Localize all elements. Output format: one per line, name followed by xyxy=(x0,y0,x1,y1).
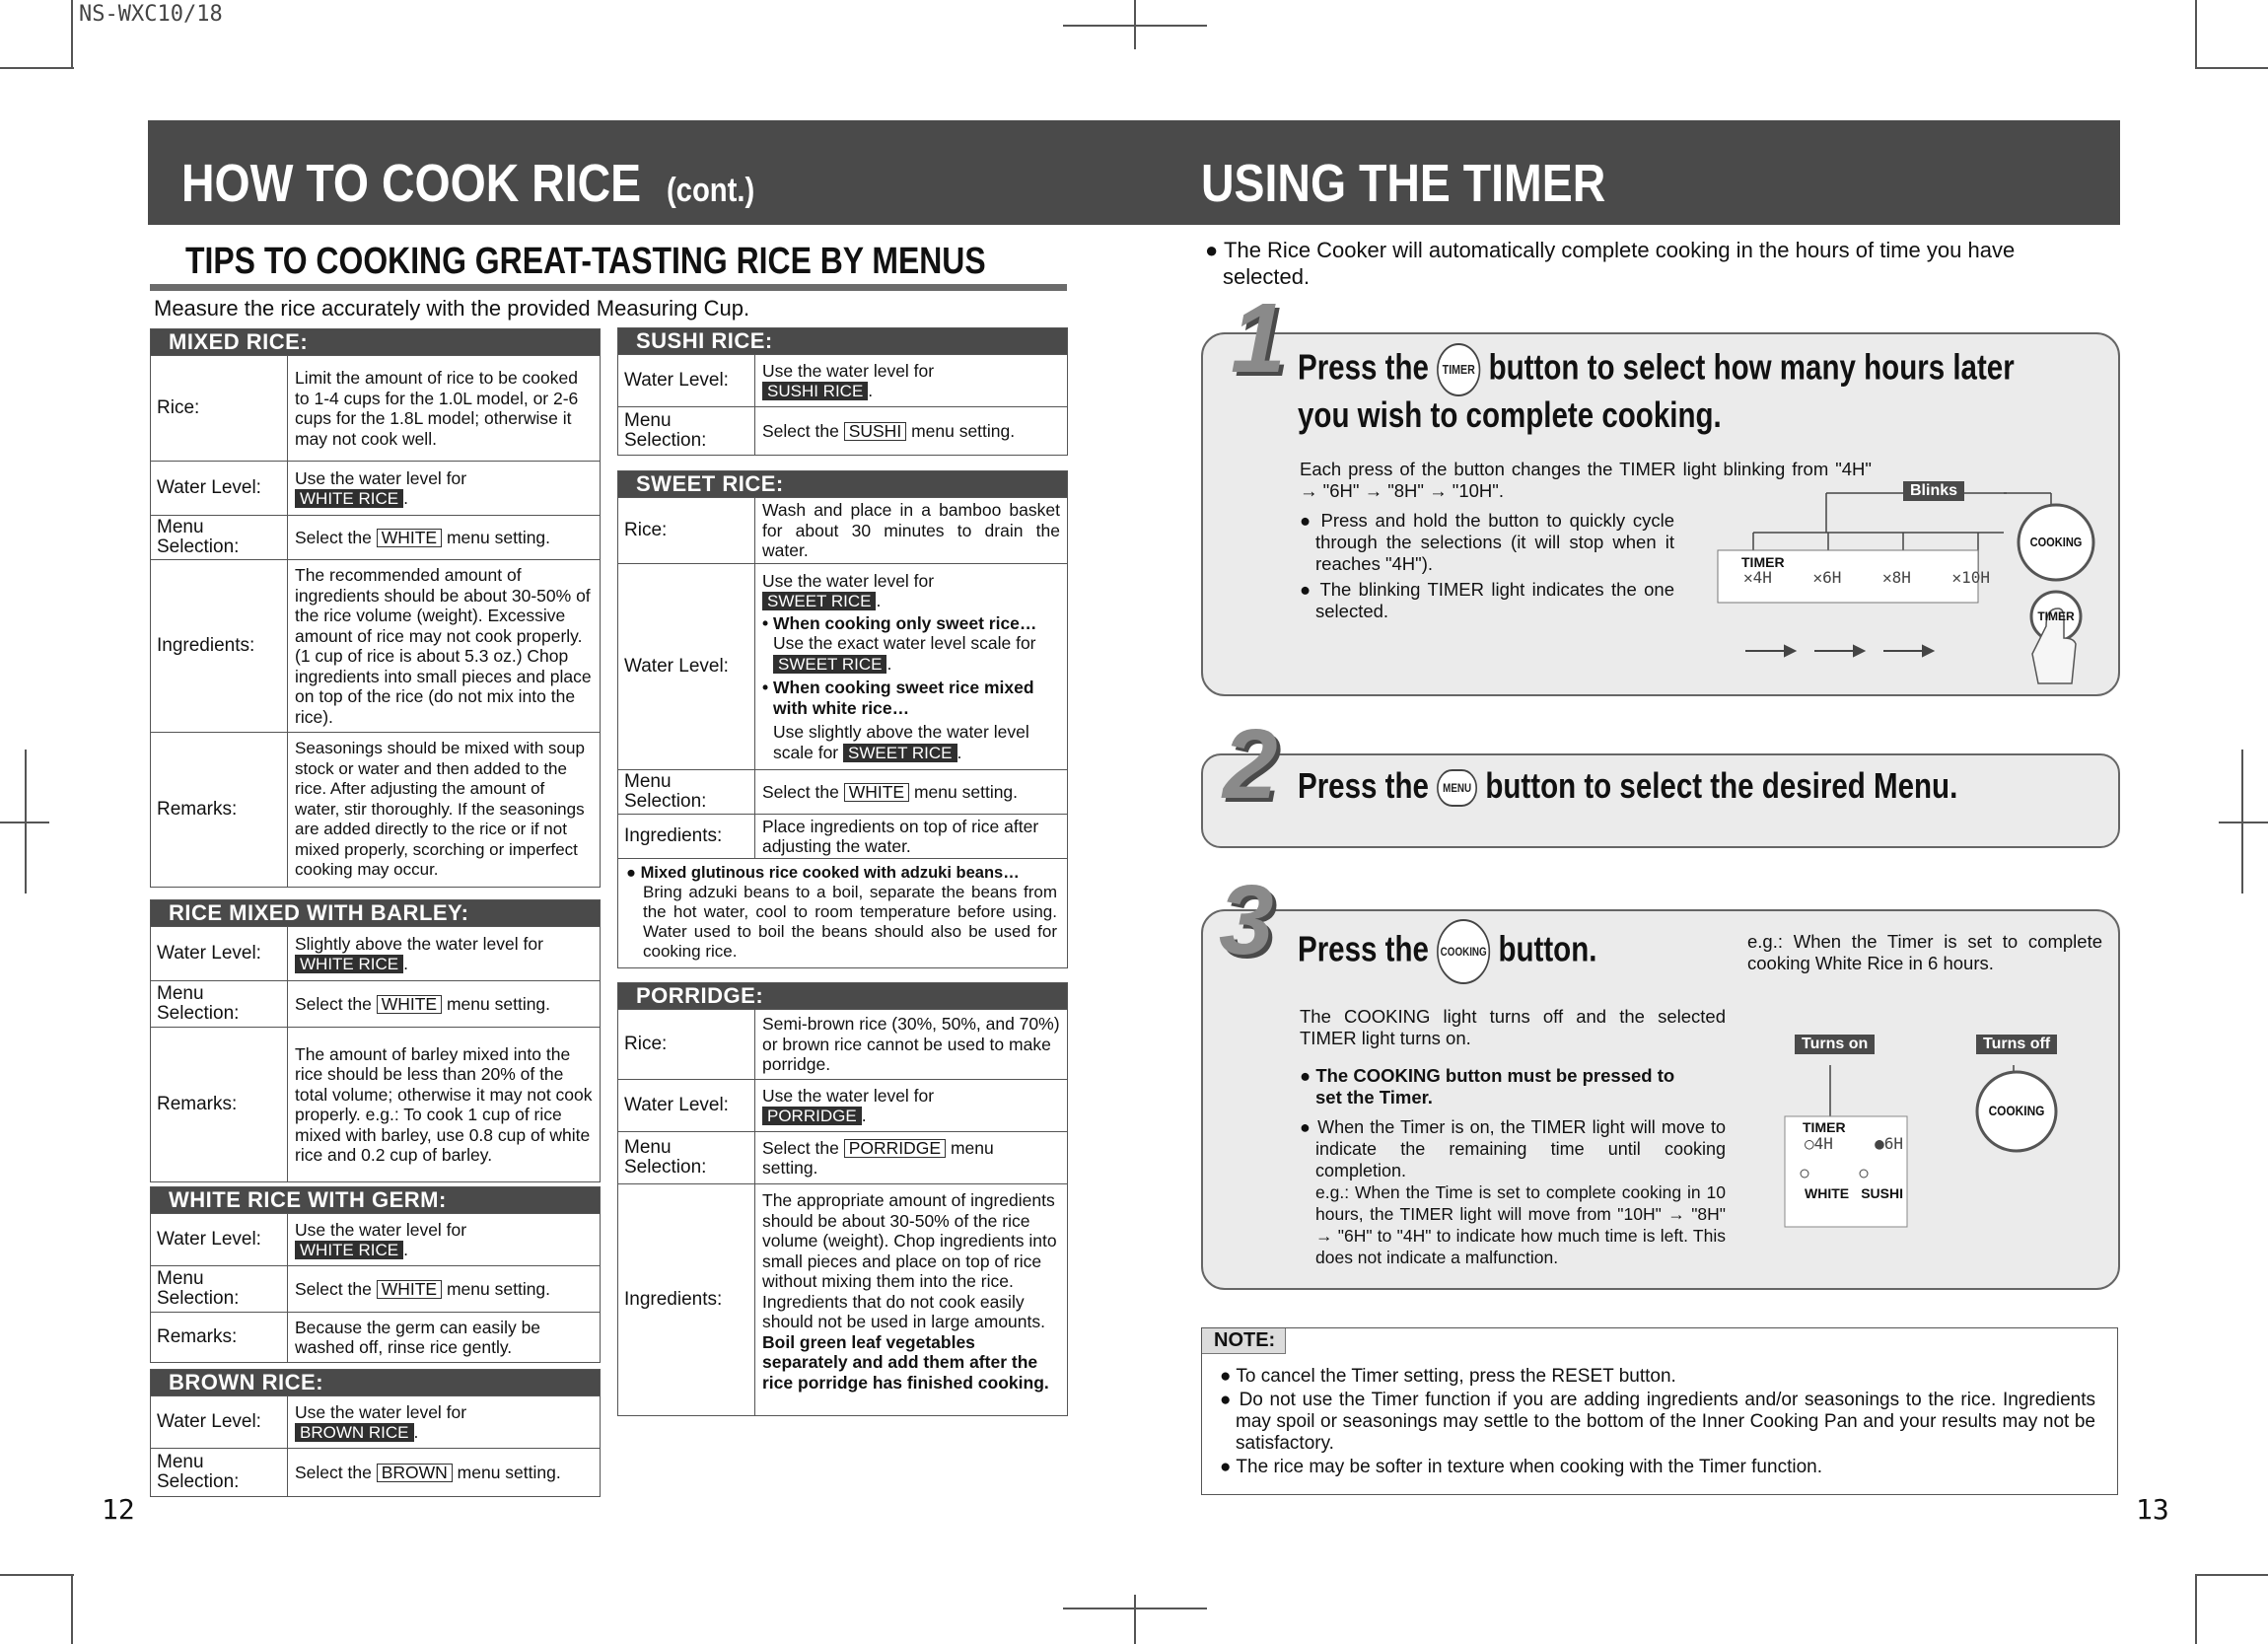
blinks-tag: Blinks xyxy=(1903,481,1964,501)
timer-led-row xyxy=(1805,1134,1903,1153)
value-text: . xyxy=(957,742,962,762)
value-text: . xyxy=(876,591,882,611)
value-text: Use the exact water level scale for xyxy=(773,633,1036,654)
led-label: 8H xyxy=(1891,568,1911,587)
tips-title: TIPS TO COOKING GREAT-TASTING RICE BY MENUS xyxy=(185,241,986,282)
row-value: Semi-brown rice (30%, 50%, and 70%) or brown rice cannot be used to make porridge. xyxy=(762,1014,1060,1075)
row-label: Remarks: xyxy=(151,733,288,887)
label-text: Selection: xyxy=(624,430,707,451)
timer-intro: ● The Rice Cooker will automatically complete cooking in the hours of time you have selected. xyxy=(1205,238,2016,289)
menu-led-sushi: SUSHI xyxy=(1861,1185,1903,1201)
row-value xyxy=(288,981,600,1027)
label-text: Selection: xyxy=(157,1471,240,1492)
value-text: menu setting. xyxy=(457,1462,561,1482)
value-text: menu setting. xyxy=(446,993,551,1014)
label-text: Selection: xyxy=(624,791,707,812)
value-text: Select the xyxy=(295,527,372,547)
row-label xyxy=(618,407,755,455)
row-label xyxy=(618,1132,755,1183)
table-row xyxy=(618,814,1067,858)
step-number: 2 xyxy=(1223,709,1278,820)
row-label: Remarks: xyxy=(151,1028,288,1181)
row-label: Water Level: xyxy=(618,564,755,769)
value-text: . xyxy=(861,1106,867,1125)
panel-timer-label: TIMER xyxy=(1741,554,1785,570)
bullet-item: ● The COOKING button must be pressed to set the Timer. xyxy=(1300,1065,1675,1108)
water-level-tag: BROWN RICE xyxy=(295,1423,414,1442)
note-label: NOTE: xyxy=(1202,1328,1286,1354)
table-row xyxy=(618,354,1067,406)
step-1-text: Each press of the button changes the TIMER light blinking from "4H" → "6H" → "8H" → "10H". xyxy=(1300,459,1872,501)
table-row xyxy=(618,1009,1067,1079)
table-header: BROWN RICE: xyxy=(151,1370,600,1395)
timer-button-label: TIMER xyxy=(2037,609,2075,623)
table-row xyxy=(618,406,1067,455)
table-row xyxy=(618,858,1067,967)
label-text: Menu xyxy=(157,1268,204,1289)
value-text: menu setting. xyxy=(913,781,1019,802)
germ-table xyxy=(150,1186,601,1363)
water-level-tag: SWEET RICE xyxy=(773,655,886,674)
led-4h: ✕4H xyxy=(1743,568,1772,587)
bullet-example: e.g.: When the Time is set to complete cooking in 10 hours, the TIMER light will move from "10H" → "8H" → "6H" to "4H" to indicate how much time is left. This does not indicate a malfunction. xyxy=(1315,1182,1726,1267)
title-text: Press the xyxy=(1298,928,1429,969)
value-text: Use the water level for xyxy=(295,1219,467,1240)
cooking-button-label: COOKING xyxy=(2029,535,2083,549)
label-text: Menu xyxy=(624,1137,672,1158)
table-row xyxy=(151,1448,600,1496)
step-number: 1 xyxy=(1231,283,1286,393)
value-text: . xyxy=(868,381,874,400)
brown-rice-table xyxy=(150,1369,601,1497)
row-value xyxy=(288,1214,600,1265)
step-3-example: e.g.: When the Timer is set to complete cooking White Rice in 6 hours. xyxy=(1747,931,2102,973)
row-value: Wash and place in a bamboo basket for about 30 minutes to drain the water. xyxy=(762,500,1060,561)
row-label: Water Level: xyxy=(151,1396,288,1448)
title-text: button. xyxy=(1498,928,1597,969)
row-label xyxy=(151,1266,288,1312)
step-1-title-line2: you wish to complete cooking. xyxy=(1298,394,1722,435)
tips-rule xyxy=(150,284,1067,291)
row-value xyxy=(755,770,1067,814)
label-text: Selection: xyxy=(624,1157,707,1178)
row-label: Water Level: xyxy=(151,1214,288,1265)
sweet-rice-table xyxy=(617,470,1068,968)
table-row xyxy=(151,1265,600,1312)
table-row xyxy=(151,515,600,559)
title-text: button to select the desired Menu. xyxy=(1485,765,1958,806)
row-label xyxy=(618,770,755,814)
led-label: 6H xyxy=(1822,568,1842,587)
value-text: Use the water level for xyxy=(762,360,935,381)
water-level-tag: PORRIDGE xyxy=(762,1107,862,1125)
row-label xyxy=(151,1449,288,1496)
value-text: . xyxy=(403,954,408,973)
water-level-tag: SUSHI RICE xyxy=(762,382,868,400)
table-row xyxy=(151,1395,600,1448)
menu-tag: WHITE xyxy=(377,529,442,547)
value-text: . xyxy=(403,1240,408,1259)
bold-text: When cooking only sweet rice… xyxy=(773,612,1037,633)
row-value xyxy=(288,462,600,515)
page-number-right: 13 xyxy=(2136,1493,2169,1526)
row-label: Water Level: xyxy=(151,462,288,515)
water-level-tag: SWEET RICE xyxy=(762,592,876,610)
row-label: Ingredients: xyxy=(618,815,755,858)
intro-text: The Rice Cooker will automatically complete cooking in the hours of time you have selected. xyxy=(1223,238,2016,289)
barley-table xyxy=(150,899,601,1182)
led-label: 4H xyxy=(1813,1134,1833,1153)
value-text: The appropriate amount of ingredients should be about 30-50% of the rice volume (weight). Chop ingredients into small pieces and place on top of rice without mixing them into the rice. Ingredients that do not cook easily should not be used in large amounts. xyxy=(762,1190,1057,1331)
value-text: . xyxy=(403,488,408,508)
menu-tag: WHITE xyxy=(377,995,442,1014)
row-value xyxy=(755,1132,1067,1183)
row-value: Because the germ can easily be washed off, rinse rice gently. xyxy=(295,1317,541,1357)
menu-tag: SUSHI xyxy=(844,422,906,441)
row-value xyxy=(288,1396,600,1448)
table-row xyxy=(151,980,600,1027)
row-label: Water Level: xyxy=(151,927,288,980)
title-text: button to select how many hours later xyxy=(1488,346,2015,388)
value-text: menu setting. xyxy=(446,1278,551,1299)
timer-led-row xyxy=(1743,568,1990,587)
bold-text: Boil green leaf vegetables separately and add them after the rice porridge has finished cooking. xyxy=(762,1331,1049,1393)
step-2-title xyxy=(1298,765,1957,807)
led-label: 10H xyxy=(1961,568,1990,587)
led-8h: ✕8H xyxy=(1881,568,1911,587)
row-value xyxy=(288,1266,600,1312)
value-text: Use the water level for xyxy=(762,570,935,591)
table-row xyxy=(151,1027,600,1181)
table-header: WHITE RICE WITH GERM: xyxy=(151,1187,600,1213)
note-heading: ● Mixed glutinous rice cooked with adzuki beans… xyxy=(626,864,1020,882)
menu-tag: PORRIDGE xyxy=(844,1139,946,1158)
led-6h: ✕6H xyxy=(1812,568,1842,587)
label-text: Selection: xyxy=(157,1003,240,1024)
row-label: Rice: xyxy=(151,356,288,461)
title-text: Press the xyxy=(1298,765,1429,806)
table-row xyxy=(618,497,1067,563)
water-level-tag: WHITE RICE xyxy=(295,1241,403,1259)
right-page-title: USING THE TIMER xyxy=(1201,154,1606,213)
note-text: Do not use the Timer function if you are adding ingredients and/or seasonings to the rice. Ingredients may spoil or seasonings may settle to the bottom of the Inner Cooking Pan and your results may not be satisfactory. xyxy=(1236,1390,2095,1454)
note-item: ● Do not use the Timer function if you are adding ingredients and/or seasonings to the rice. Ingredients may spoil or seasonings may settle to the bottom of the Inner Cooking Pan and your results may not be satisfactory. xyxy=(1220,1390,2095,1454)
row-label xyxy=(151,981,288,1027)
porridge-table xyxy=(617,982,1068,1416)
table-row xyxy=(151,355,600,461)
left-title-sub: (cont.) xyxy=(666,172,755,209)
note-text: The rice may be softer in texture when cooking with the Timer function. xyxy=(1236,1457,1822,1477)
table-row xyxy=(151,1312,600,1362)
row-label: Ingredients: xyxy=(151,560,288,732)
page-number-left: 12 xyxy=(102,1493,135,1526)
table-row xyxy=(618,1131,1067,1183)
row-value xyxy=(288,927,600,980)
label-text: Selection: xyxy=(157,1288,240,1309)
bullet-text: The blinking TIMER light indicates the one selected. xyxy=(1315,579,1674,621)
table-row xyxy=(618,769,1067,814)
step-number: 3 xyxy=(1219,865,1274,975)
value-text: . xyxy=(413,1422,419,1442)
note-item: ● To cancel the Timer setting, press the RESET button. xyxy=(1220,1366,1676,1387)
step-3-bold-bullet xyxy=(1300,1065,1726,1108)
led-label: 6H xyxy=(1883,1134,1903,1153)
row-value xyxy=(288,516,600,559)
table-row xyxy=(618,563,1067,769)
led-label: 4H xyxy=(1752,568,1772,587)
bullet-item: ● Press and hold the button to quickly cycle through the selections (it will stop when it reaches "4H"). xyxy=(1300,510,1674,574)
value-text: Slightly above the water level for xyxy=(295,933,543,954)
turns-off-tag: Turns off xyxy=(1976,1035,2057,1054)
note-box xyxy=(1201,1327,2118,1495)
value-text: Select the xyxy=(295,1462,372,1482)
bullet-item: ● The blinking TIMER light indicates the one selected. xyxy=(1300,579,1674,621)
value-text: Select the xyxy=(762,781,839,802)
row-label: Remarks: xyxy=(151,1313,288,1362)
table-header: SUSHI RICE: xyxy=(618,328,1067,354)
value-text: Select the xyxy=(295,993,372,1014)
label-text: Menu xyxy=(157,1452,204,1472)
label-text: Menu xyxy=(157,983,204,1004)
menu-led-row xyxy=(1805,1185,1903,1201)
table-row xyxy=(151,559,600,732)
note-text: Bring adzuki beans to a boil, separate the beans from the hot water, cool to room temperature before using. Water used to boil the beans should also be used for cooking rice. xyxy=(643,883,1057,961)
menu-tag: WHITE xyxy=(377,1280,442,1299)
model-code: NS-WXC10/18 xyxy=(79,2,223,27)
left-page-title xyxy=(181,153,754,214)
value-text: menu setting. xyxy=(911,420,1016,441)
water-level-tag: SWEET RICE xyxy=(843,744,957,762)
row-label: Water Level: xyxy=(618,1080,755,1131)
row-label: Ingredients: xyxy=(618,1184,755,1415)
value-text: Use the water level for xyxy=(762,1085,935,1106)
step-3-text: The COOKING light turns off and the selected TIMER light turns on. xyxy=(1300,1006,1726,1048)
step-3-title xyxy=(1298,919,1596,984)
value-text: setting. xyxy=(762,1158,818,1178)
step-3-bullet-2 xyxy=(1300,1116,1726,1268)
menu-button-icon: MENU xyxy=(1437,769,1477,807)
row-value: The amount of barley mixed into the rice should be less than 20% of the total volume; otherwise it may not cook properly. e.g.: To cook 1 cup of rice mixed with barley, use 0.8 cup of white rice and 0.2 cup of barley. xyxy=(295,1043,593,1165)
row-value: The recommended amount of ingredients should be about 30-50% of the rice volume (weight). Excessive amount of rice may not cook properly. (1 cup of rice is about 5.3 oz.) Chop ingredients into small pieces and place on top of the rice (do not mix into the rice). xyxy=(295,565,592,727)
mixed-rice-table xyxy=(150,328,601,888)
value-text: menu setting. xyxy=(446,527,551,547)
row-value xyxy=(755,1080,1067,1131)
row-value: Place ingredients on top of rice after adjusting the water. xyxy=(762,816,1039,856)
row-label xyxy=(151,516,288,559)
value-text: Use slightly above the water level scale for xyxy=(773,722,1029,762)
note-text: To cancel the Timer setting, press the RESET button. xyxy=(1236,1366,1676,1387)
cooking-button-icon: COOKING xyxy=(1437,919,1490,984)
value-text: • When cooking only sweet rice… xyxy=(762,612,1037,633)
note-list xyxy=(1202,1354,2117,1478)
table-header: SWEET RICE: xyxy=(618,471,1067,497)
row-value xyxy=(288,1449,600,1496)
row-label: Water Level: xyxy=(618,355,755,406)
led-10h: ✕10H xyxy=(1951,568,1990,587)
table-header: PORRIDGE: xyxy=(618,983,1067,1009)
panel-timer-label: TIMER xyxy=(1803,1119,1846,1135)
value-text: Use the water level for xyxy=(295,467,467,488)
row-value xyxy=(755,564,1067,769)
label-text: Menu xyxy=(157,517,204,537)
row-value xyxy=(755,355,1067,406)
menu-tag: BROWN xyxy=(377,1464,453,1482)
step-1-bullets xyxy=(1300,510,1674,622)
value-text: Select the xyxy=(762,1137,839,1158)
cooking-button-label: COOKING xyxy=(1988,1103,2045,1118)
value-text: • When cooking sweet rice mixed with white rice… xyxy=(762,678,1034,718)
note-item: ● The rice may be softer in texture when cooking with the Timer function. xyxy=(1220,1457,1822,1477)
table-row xyxy=(618,1079,1067,1131)
bullet-item: ● When the Timer is on, the TIMER light will move to indicate the remaining time until cooking completion. xyxy=(1300,1117,1726,1180)
bullet-text: The COOKING button must be pressed to set the Timer. xyxy=(1315,1065,1675,1108)
label-text: Menu xyxy=(624,410,672,431)
row-value: Limit the amount of rice to be cooked to 1-4 cups for the 1.0L model, or 2-6 cups for the 1.8L model; otherwise it may not cook well. xyxy=(295,368,579,449)
row-value xyxy=(755,1184,1067,1415)
value-text: . xyxy=(886,653,892,674)
row-label: Rice: xyxy=(618,1010,755,1079)
table-header: RICE MIXED WITH BARLEY: xyxy=(151,900,600,926)
intro-text: Measure the rice accurately with the provided Measuring Cup. xyxy=(154,296,750,321)
turns-on-tag: Turns on xyxy=(1795,1035,1875,1054)
table-row xyxy=(151,461,600,515)
sushi-rice-table xyxy=(617,327,1068,456)
bold-text: When cooking sweet rice mixed with white rice… xyxy=(773,678,1034,718)
bullet-text: Press and hold the button to quickly cycle through the selections (it will stop when it reaches "4H"). xyxy=(1315,510,1674,574)
water-level-tag: WHITE RICE xyxy=(295,489,403,508)
led-4h: ○4H xyxy=(1805,1134,1833,1153)
title-text: Press the xyxy=(1298,346,1429,388)
table-row xyxy=(151,926,600,980)
table-row xyxy=(618,1183,1067,1415)
bullet-text: When the Timer is on, the TIMER light will move to indicate the remaining time until cooking completion. xyxy=(1315,1117,1726,1180)
row-value: Seasonings should be mixed with soup stock or water and then added to the rice. After adjusting the amount of water, stir thoroughly. If the seasonings are added directly to the rice or if not mixed properly, scorching or imperfect cooking may occur. xyxy=(295,739,585,880)
value-text: Select the xyxy=(295,1278,372,1299)
value-text: Select the xyxy=(762,420,839,441)
row-value xyxy=(755,407,1067,455)
value-text: menu xyxy=(950,1137,994,1158)
table-header: MIXED RICE: xyxy=(151,329,600,355)
bold-text: Mixed glutinous rice cooked with adzuki beans… xyxy=(640,864,1020,882)
timer-button-icon: TIMER xyxy=(1437,343,1480,396)
table-row xyxy=(151,732,600,887)
step-1-title-line1 xyxy=(1298,343,2015,396)
table-row xyxy=(151,1213,600,1265)
left-title-text: HOW TO COOK RICE xyxy=(181,154,642,213)
label-text: Selection: xyxy=(157,536,240,557)
menu-tag: WHITE xyxy=(844,783,909,802)
row-label: Rice: xyxy=(618,498,755,563)
menu-led-white: WHITE xyxy=(1805,1185,1850,1201)
water-level-tag: WHITE RICE xyxy=(295,955,403,973)
value-text: Use the water level for xyxy=(295,1401,467,1422)
label-text: Menu xyxy=(624,771,672,792)
led-6h: ●6H xyxy=(1875,1134,1903,1153)
